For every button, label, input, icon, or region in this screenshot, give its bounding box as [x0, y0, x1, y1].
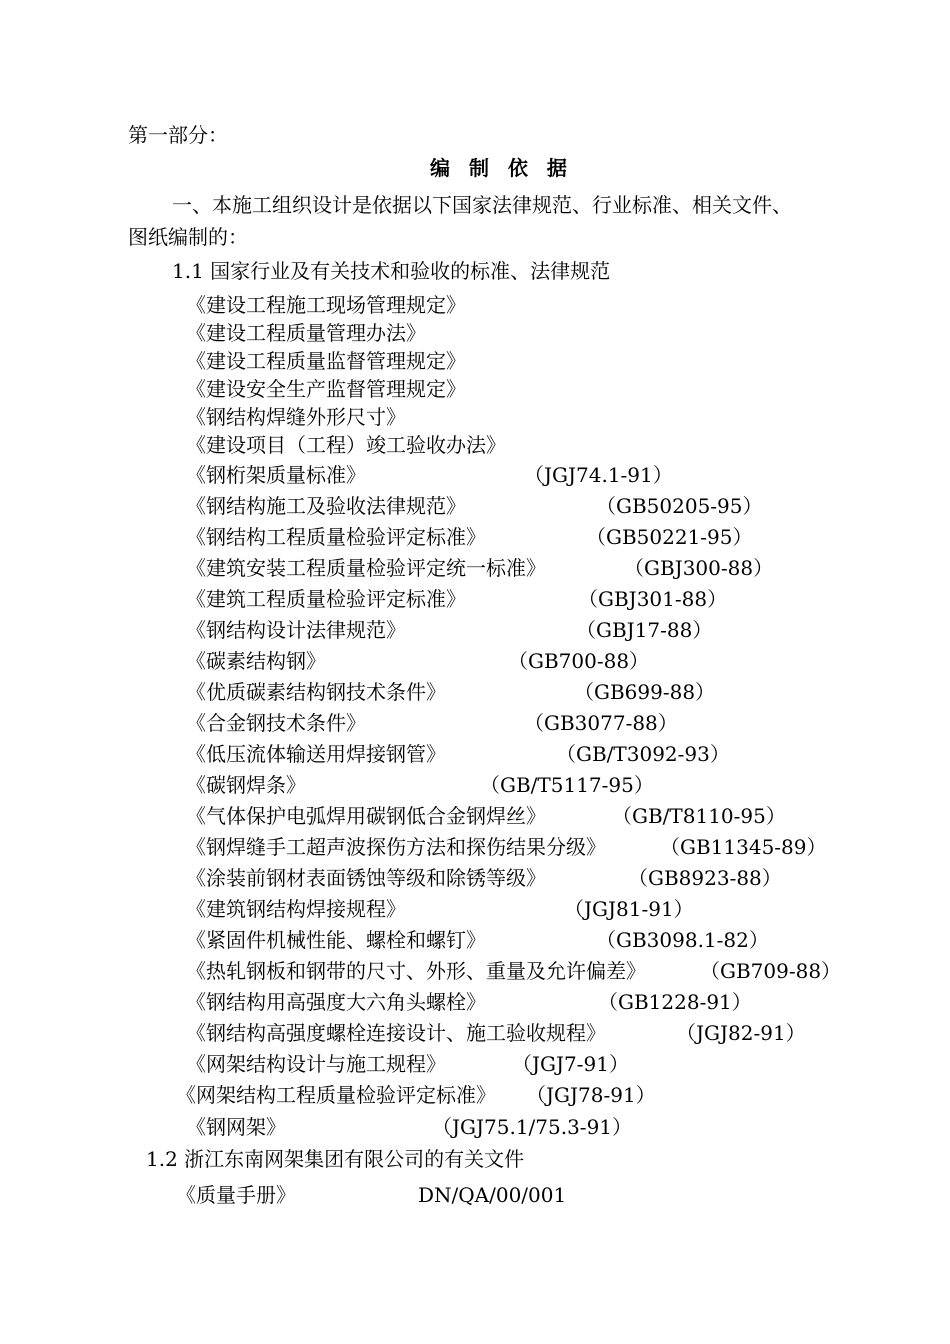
list-item	[0, 679, 950, 707]
list-item	[0, 896, 950, 924]
standard-code: （GB/T3092-93）	[556, 742, 730, 766]
standard-code: （JGJ7-91）	[512, 1052, 629, 1076]
standard-name: 《钢结构高强度螺栓连接设计、施工验收规程》	[186, 1021, 606, 1045]
standard-name: 《钢网架》	[186, 1115, 286, 1139]
standard-name: 《建设安全生产监督管理规定》	[186, 377, 466, 401]
standard-name: 《合金钢技术条件》	[186, 711, 366, 735]
standard-code: （GBJ17-88）	[576, 618, 713, 642]
standard-name: 《气体保护电弧焊用碳钢低合金钢焊丝》	[186, 804, 546, 828]
standard-name: 《钢桁架质量标准》	[186, 463, 366, 487]
standard-name: 《网架结构设计与施工规程》	[186, 1052, 446, 1076]
standard-code: （GB700-88）	[508, 649, 650, 673]
standard-name: 《热轧钢板和钢带的尺寸、外形、重量及允许偏差》	[186, 959, 646, 983]
standard-name: 《钢焊缝手工超声波探伤方法和探伤结果分级》	[186, 835, 606, 859]
standard-code: （GB50221-95）	[586, 525, 753, 549]
list-item	[0, 710, 950, 738]
standard-name: 《网架结构工程质量检验评定标准》	[176, 1083, 496, 1107]
standard-code: （GB11345-89）	[660, 835, 827, 859]
standard-code: （GBJ300-88）	[624, 556, 774, 580]
standard-code: （GB3077-88）	[524, 711, 678, 735]
standard-name: 《建设项目（工程）竣工验收办法》	[186, 433, 506, 457]
standard-name: 《建筑钢结构焊接规程》	[186, 897, 406, 921]
standard-name: 《钢结构施工及验收法律规范》	[186, 494, 466, 518]
list-item	[0, 555, 950, 583]
standard-name: 《碳素结构钢》	[186, 649, 326, 673]
list-item	[0, 772, 950, 800]
part-label: 第一部分：	[128, 123, 228, 147]
standard-code: （JGJ78-91）	[526, 1083, 656, 1107]
standard-code: （GB8923-88）	[628, 866, 782, 890]
standard-name: 《碳钢焊条》	[186, 773, 306, 797]
document-name: 《质量手册》	[176, 1183, 296, 1207]
standard-code: （GB699-88）	[574, 680, 716, 704]
list-item	[0, 927, 950, 955]
list-item	[0, 432, 950, 460]
standard-name: 《建筑安装工程质量检验评定统一标准》	[186, 556, 546, 580]
list-item	[0, 586, 950, 614]
standard-code: （GB1228-91）	[598, 990, 752, 1014]
standard-name: 《低压流体输送用焊接钢管》	[186, 742, 446, 766]
list-item	[0, 741, 950, 769]
standard-name: 《建设工程质量管理办法》	[186, 321, 426, 345]
list-item	[0, 958, 950, 986]
standard-code: （GB/T5117-95）	[480, 773, 654, 797]
list-item	[0, 617, 950, 645]
list-item	[0, 524, 950, 552]
standard-code: （GB/T8110-95）	[612, 804, 786, 828]
standard-code: （JGJ74.1-91）	[524, 463, 673, 487]
standard-name: 《钢结构工程质量检验评定标准》	[186, 525, 486, 549]
intro-line-2: 图纸编制的：	[128, 225, 248, 249]
standard-code: （JGJ75.1/75.3-91）	[432, 1115, 633, 1139]
standard-name: 《钢结构设计法律规范》	[186, 618, 406, 642]
list-item	[0, 348, 950, 376]
standard-name: 《优质碳素结构钢技术条件》	[186, 680, 446, 704]
list-item	[0, 292, 950, 320]
standard-name: 《紧固件机械性能、螺栓和螺钉》	[186, 928, 486, 952]
standard-code: （GB709-88）	[700, 959, 842, 983]
intro-line-1: 一、本施工组织设计是依据以下国家法律规范、行业标准、相关文件、	[172, 193, 792, 217]
list-item	[0, 865, 950, 893]
list-item	[0, 803, 950, 831]
section-2-heading: 1.2 浙江东南网架集团有限公司的有关文件	[146, 1147, 525, 1171]
list-item	[0, 462, 950, 490]
standard-name: 《涂装前钢材表面锈蚀等级和除锈等级》	[186, 866, 546, 890]
list-item	[0, 1051, 950, 1079]
standard-name: 《建设工程质量监督管理规定》	[186, 349, 466, 373]
section-1-heading: 1.1 国家行业及有关技术和验收的标准、法律规范	[172, 259, 611, 283]
list-item	[0, 376, 950, 404]
list-item	[0, 989, 950, 1017]
list-item	[0, 404, 950, 432]
standard-code: （GB3098.1-82）	[596, 928, 769, 952]
list-item	[0, 320, 950, 348]
standard-name: 《钢结构焊缝外形尺寸》	[186, 405, 406, 429]
standard-name: 《建设工程施工现场管理规定》	[186, 293, 466, 317]
list-item	[0, 1082, 950, 1110]
standard-name: 《钢结构用高强度大六角头螺栓》	[186, 990, 486, 1014]
list-item	[0, 834, 950, 862]
standard-name: 《建筑工程质量检验评定标准》	[186, 587, 466, 611]
standard-code: （JGJ82-91）	[676, 1021, 806, 1045]
document-title: 编 制 依 据	[430, 156, 573, 180]
standard-code: （GBJ301-88）	[578, 587, 728, 611]
list-item	[0, 1182, 950, 1210]
standard-code: （JGJ81-91）	[564, 897, 694, 921]
list-item	[0, 1114, 950, 1142]
list-item	[0, 493, 950, 521]
document-code: DN/QA/00/001	[418, 1183, 567, 1207]
standard-code: （GB50205-95）	[596, 494, 763, 518]
list-item	[0, 648, 950, 676]
list-item	[0, 1020, 950, 1048]
